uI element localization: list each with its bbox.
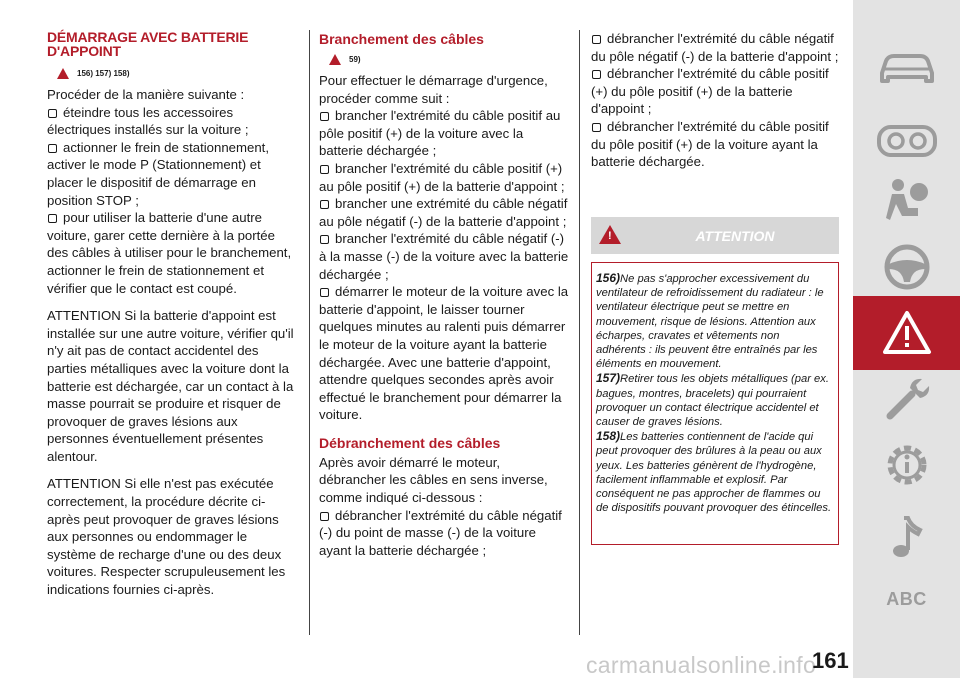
chapter-sidebar [853, 0, 960, 678]
intro-text: Pour effectuer le démarrage d'urgence, procéder comme suit : [319, 73, 548, 106]
checkbox-icon [592, 35, 601, 44]
list-item: brancher l'extrémité du câble positif au pôle positif (+) de la voiture avec la batterie déchargée ; [319, 108, 561, 159]
wrench-icon[interactable] [853, 362, 960, 436]
abc-index-icon[interactable] [853, 562, 960, 636]
list-item: débrancher l'extrémité du câble positif (+) du pôle positif (+) de la batterie d'appoint ; [591, 66, 829, 117]
column-divider [309, 30, 310, 635]
list-item: pour utiliser la batterie d'une autre voiture, garer cette dernière à la portée des câbles à utiliser pour le branchement, actionner le frein de stationnement et vérifier que le contact est coupé. [47, 210, 292, 296]
section-title: DÉMARRAGE AVEC BATTERIE D'APPOINT [47, 29, 249, 59]
checkbox-icon [320, 112, 329, 121]
steps-list [591, 30, 841, 171]
checkbox-icon [320, 288, 329, 297]
warning-triangle-icon [57, 68, 69, 79]
steering-wheel-icon[interactable] [853, 230, 960, 304]
column-3 [591, 30, 841, 181]
note-157: 157)Retirer tous les objets métalliques (par ex. bagues, montres, bracelets) qui pourraient provoquer un contact électrique accidentel et causer de graves lésions. [596, 371, 829, 429]
checkbox-icon [48, 109, 57, 118]
list-item: brancher l'extrémité du câble négatif (-) à la masse (-) de la voiture avec la batterie déchargée ; [319, 231, 569, 282]
column-2 [319, 30, 569, 569]
checkbox-icon [592, 70, 601, 79]
note-158: 158)Les batteries contiennent de l'acide qui peut provoquer des brûlures à la peau ou aux yeux. Les batteries génèrent de l'hydrogène, facilement inflammable et explosif. Par conséquent ne pas approcher de flammes ou de dispositifs pouvant provoquer des étincelles. [596, 429, 832, 515]
attention-title: ATTENTION [695, 227, 775, 244]
list-item: éteindre tous les accessoires électriques installés sur la voiture ; [47, 104, 249, 138]
list-item: débrancher l'extrémité du câble négatif (-) du point de masse (-) de la voiture ayant la batterie déchargée ; [319, 507, 562, 558]
list-item: débrancher l'extrémité du câble positif du pôle positif (+) de la voiture ayant la batterie déchargée. [591, 118, 829, 170]
note-156: 156)Ne pas s'approcher excessivement du ventilateur de refroidissement du radiateur : le ventilateur électrique peut se mettre en mouvement, risque de lésions. Attention aux écharpes, cravates et vêtements non adhérents : ils peuvent être entraînés par les éléments en mouvement. [596, 271, 824, 371]
steps-list [47, 104, 297, 298]
checkbox-icon [320, 512, 329, 521]
car-icon[interactable] [853, 30, 960, 104]
refs-text: 156) 157) 158) [77, 68, 130, 78]
warning-refs [329, 52, 569, 66]
checkbox-icon [320, 235, 329, 244]
column-divider [579, 30, 580, 635]
refs-text: 59) [349, 54, 361, 64]
steps-list [319, 107, 569, 424]
gear-info-icon[interactable] [853, 428, 960, 502]
checkbox-icon [48, 144, 57, 153]
checkbox-icon [592, 123, 601, 132]
list-item: actionner le frein de stationnement, activer le mode P (Stationnement) et placer le dispositif de démarrage en position STOP ; [47, 139, 269, 208]
intro-text: Après avoir démarré le moteur, débrancher les câbles en sens inverse, comme indiqué ci-dessous : [319, 454, 548, 506]
list-item: brancher l'extrémité du câble positif (+) au pôle positif (+) de la batterie d'appoint ; [319, 160, 565, 194]
abc-label: ABC [886, 588, 927, 609]
warning-triangle-icon [329, 54, 341, 65]
attention-paragraph-2: ATTENTION Si elle n'est pas exécutée correctement, la procédure décrite ci-après peut provoquer de graves lésions aux personnes ou endommager le système de recharge d'une ou des deux voitures. Respecter scrupuleusement les indications fournies ci-après. [47, 476, 286, 598]
steps-list [319, 507, 569, 560]
attention-header [591, 217, 839, 254]
column-1 [47, 30, 297, 609]
checkbox-icon [320, 165, 329, 174]
watermark: carmanualsonline.info [586, 652, 817, 678]
subheading-disconnection: Débranchement des câbles [319, 434, 501, 451]
attention-notes [591, 262, 839, 545]
attention-paragraph-1: ATTENTION Si la batterie d'appoint est installée sur une autre voiture, vérifier qu'il n'y ait pas de contact accidentel des parties métalliques avec la voiture dont la batterie est déchargée, car un contact à la masse pourrait se produire et risquer de provoquer de graves lésions aux personnes éventuellement présentes alentour. [47, 308, 294, 464]
checkbox-icon [48, 214, 57, 223]
warning-triangle-icon[interactable] [853, 296, 960, 370]
checkbox-icon [320, 200, 329, 209]
subheading-connection: Branchement des câbles [319, 31, 484, 47]
list-item: démarrer le moteur de la voiture avec la batterie d'appoint, le laisser tourner quelques minutes au ralenti puis démarrer le moteur de la voiture ayant la batterie déchargée. Avec une batterie d'appoint, attendre quelques secondes après avoir effectué le branchement pour démarrer la voiture. [319, 284, 569, 423]
list-item: débrancher l'extrémité du câble négatif du pôle négatif (-) de la batterie d'appoint ; [591, 31, 839, 64]
exclamation-icon: ! [608, 230, 612, 242]
airbag-person-icon[interactable] [853, 164, 960, 238]
intro-text: Procéder de la manière suivante : [47, 87, 245, 102]
list-item: brancher une extrémité du câble négatif au pôle négatif (-) de la batterie d'appoint ; [319, 196, 568, 229]
page-number: 161 [812, 648, 849, 673]
warning-refs [57, 66, 297, 80]
